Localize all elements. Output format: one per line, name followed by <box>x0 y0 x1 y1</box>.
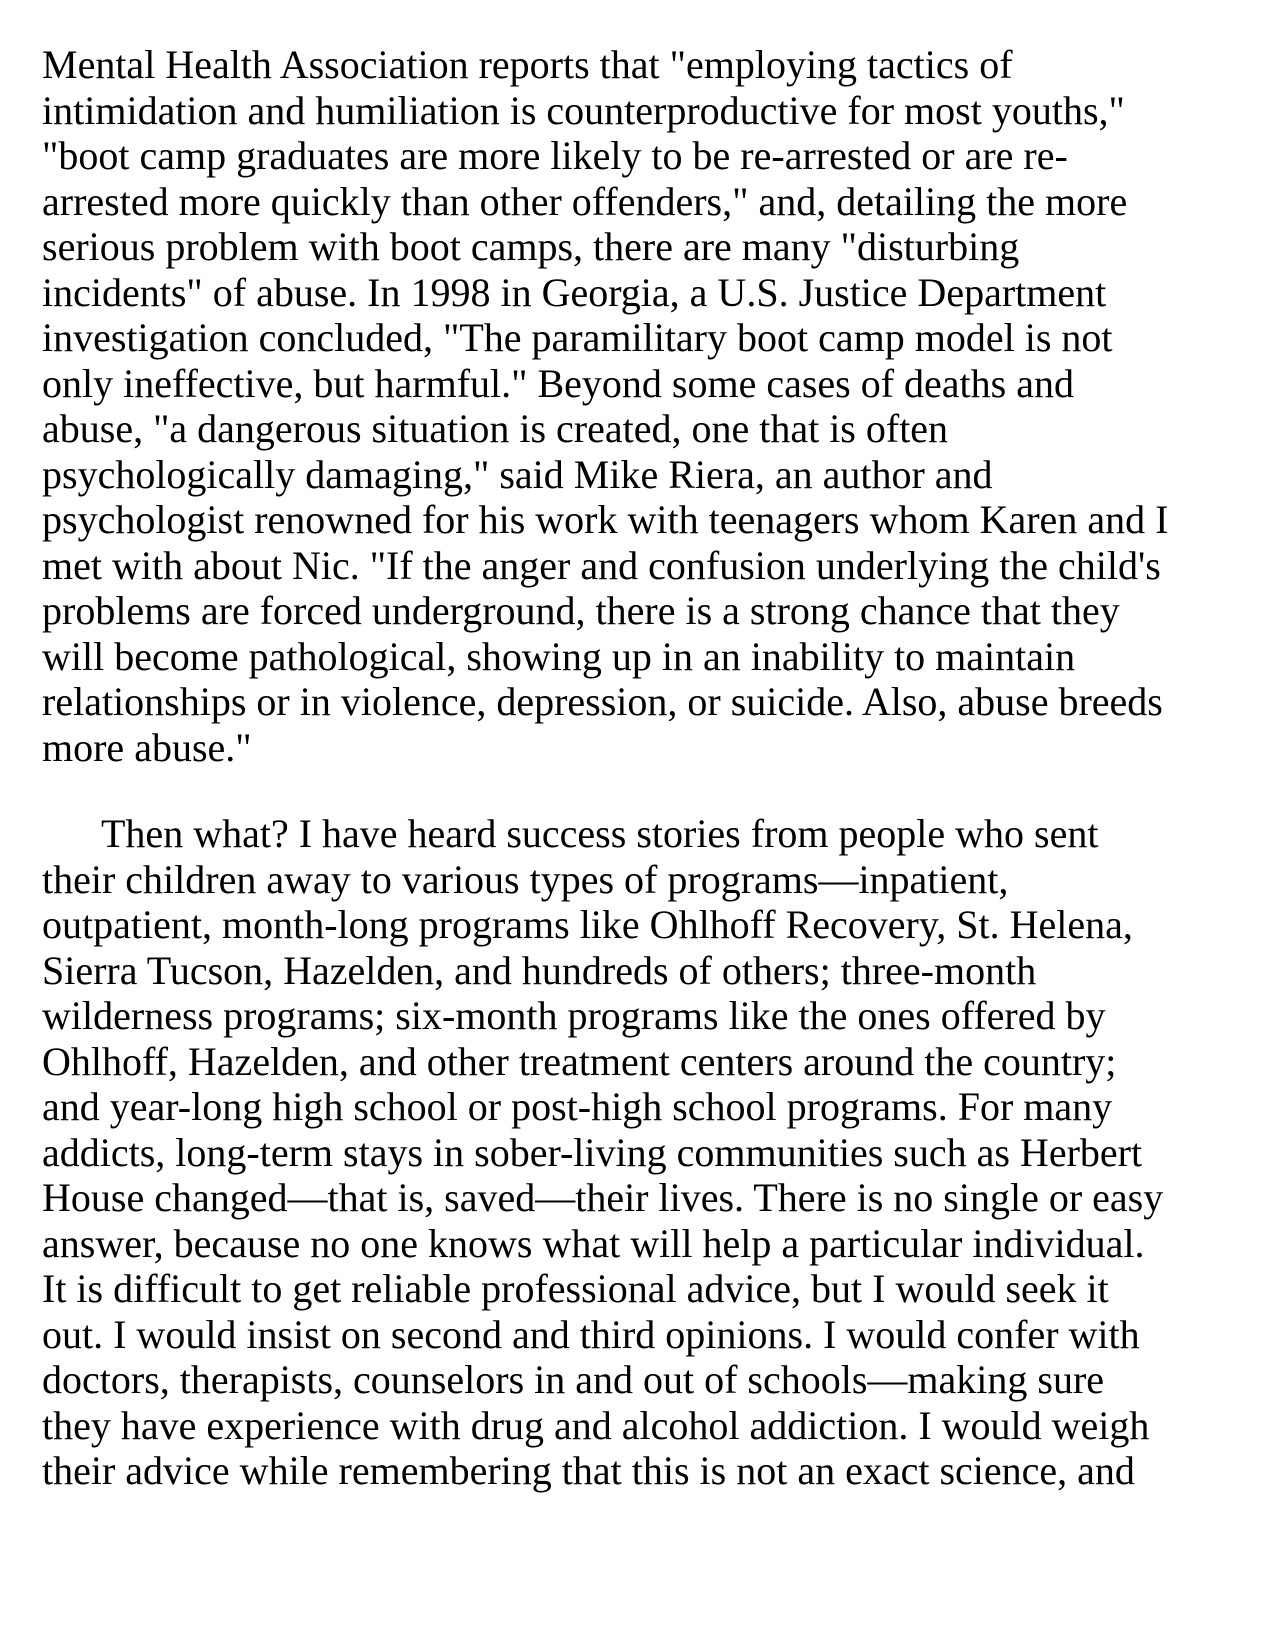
text-line: psychologically damaging," said Mike Riera, an author and <box>42 451 993 497</box>
text-line: only ineffective, but harmful." Beyond some cases of deaths and <box>42 360 1074 406</box>
text-line: Then what? I have heard success stories from people who sent <box>101 811 1099 856</box>
text-line: psychologist renowned for his work with teenagers whom Karen and I <box>42 497 1169 542</box>
text-line: more abuse." <box>42 724 252 770</box>
text-line: doctors, therapists, counselors in and out of schools—making sure <box>42 1357 1105 1402</box>
text-line: their advice while remembering that this is not an exact science, and <box>42 1448 1135 1493</box>
paragraph-2 <box>42 811 1163 1494</box>
text-line: met with about Nic. "If the anger and confusion underlying the child's <box>42 542 1161 588</box>
text-line: House changed—that is, saved—their lives. There is no single or easy <box>42 1175 1164 1220</box>
text-line: their children away to various types of programs—inpatient, <box>42 856 1009 902</box>
text-line: out. I would insist on second and third opinions. I would confer with <box>42 1311 1140 1357</box>
text-line: It is difficult to get reliable professional advice, but I would seek it <box>42 1266 1109 1311</box>
text-line: answer, because no one knows what will help a particular individual. <box>42 1220 1145 1266</box>
text-line: wilderness programs; six-month programs like the ones offered by <box>42 993 1106 1038</box>
text-line: "boot camp graduates are more likely to be re-arrested or are re- <box>42 133 1068 178</box>
text-line: investigation concluded, "The paramilitary boot camp model is not <box>42 315 1113 360</box>
text-line: addicts, long-term stays in sober-living communities such as Herbert <box>42 1129 1143 1175</box>
text-line: they have experience with drug and alcohol addiction. I would weigh <box>42 1402 1150 1448</box>
text-line: Ohlhoff, Hazelden, and other treatment centers around the country; <box>42 1038 1117 1084</box>
text-line: abuse, "a dangerous situation is created, one that is often <box>42 406 949 451</box>
text-line: problems are forced underground, there is a strong chance that they <box>42 588 1120 633</box>
text-line: Mental Health Association reports that "employing tactics of <box>42 42 1013 87</box>
text-line: incidents" of abuse. In 1998 in Georgia, a U.S. Justice Department <box>42 269 1107 315</box>
text-line: outpatient, month-long programs like Ohlhoff Recovery, St. Helena, <box>42 902 1133 947</box>
text-line: relationships or in violence, depression, or suicide. Also, abuse breeds <box>42 679 1163 724</box>
text-line: and year-long high school or post-high school programs. For many <box>42 1084 1113 1129</box>
paragraph-1 <box>42 42 1168 770</box>
text-line: Sierra Tucson, Hazelden, and hundreds of others; three-month <box>42 947 1037 993</box>
text-line: arrested more quickly than other offenders," and, detailing the more <box>42 178 1128 224</box>
text-line: will become pathological, showing up in an inability to maintain <box>42 633 1076 679</box>
text-line: intimidation and humiliation is counterproductive for most youths," <box>42 87 1125 133</box>
text-line: serious problem with boot camps, there are many "disturbing <box>42 224 1020 269</box>
